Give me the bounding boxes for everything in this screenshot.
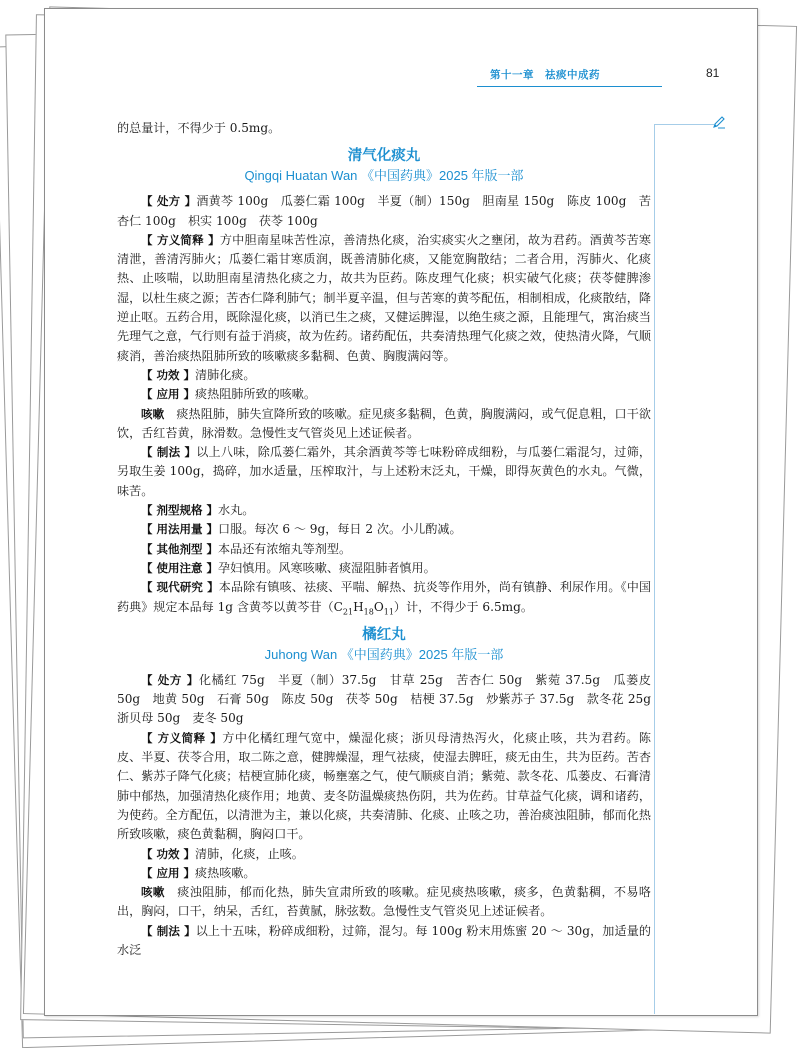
cough-text: 痰浊阻肺，郁而化热，肺失宣肃所致的咳嗽。症见痰热咳嗽，痰多，色黄黏稠，不易咯出，胸闷，口干，纳呆，舌红，苔黄腻，脉弦数。急慢性支气管炎见上述证候者。	[117, 885, 651, 919]
section-title: 橘红丸	[362, 626, 406, 643]
research-paragraph	[117, 578, 651, 617]
prep-label: 【 制法 】	[141, 923, 196, 938]
effect-text: 清肺，化痰，止咳。	[195, 846, 304, 861]
dosage-paragraph	[117, 520, 651, 539]
analysis-paragraph	[117, 231, 651, 366]
pen-icon	[712, 115, 726, 129]
cough-label: 咳嗽	[141, 406, 165, 421]
analysis-label: 【 方义简释 】	[141, 232, 220, 247]
cough-paragraph	[117, 883, 651, 922]
chapter-header: 第十一章 祛痰中成药	[490, 69, 600, 81]
section-title: 清气化痰丸	[347, 148, 421, 165]
use-paragraph	[117, 385, 651, 404]
other-paragraph	[117, 540, 651, 559]
section-subtitle: Juhong Wan 《中国药典》2025 年版一部	[264, 646, 504, 662]
dosage-text: 口服。每次 6 ～ 9g，每日 2 次。小儿酌减。	[218, 522, 462, 537]
other-label: 【 其他剂型 】	[141, 541, 219, 556]
other-text: 本品还有浓缩丸等剂型。	[218, 541, 352, 556]
prep-text: 以上八味，除瓜蒌仁霜外，其余酒黄芩等七味粉碎成细粉，与瓜蒌仁霜混匀，过筛，另取生姜 100g，捣碎，加水适量，压榨取汁，与上述粉末泛丸，干燥，即得灰黄色的水丸。气微，味苦。	[117, 445, 651, 498]
use-text: 痰热阻肺所致的咳嗽。	[195, 387, 316, 402]
analysis-label: 【 方义简释 】	[141, 730, 223, 745]
analysis-text: 方中胆南星味苦性凉，善清热化痰，治实痰实火之壅闭，故为君药。酒黄芩苦寒清泄，善清泻肺火；瓜蒌仁霜甘寒质润，既善清肺化痰，又能宽胸散结；二者合用，泻肺火、化痰热、止咳喘，以助胆南星清热化痰之力，故共为臣药。陈皮理气化痰；枳实破气化痰；茯苓健脾渗湿，以杜生痰之源；苦杏仁降利肺气；制半夏辛温，但与苦寒的黄芩配伍，相制相成，化痰散结，降逆止呕。五药合用，既除湿化痰，以消已生之痰，又健运脾湿，以绝生痰之源，且能理气，寓治痰当先理气之意，气行则有益于消痰，故为佐药。诸药配伍，共奏清热理气化痰之效，使热清火降，气顺痰消，善治痰热阻肺所致的咳嗽痰多黏稠、色黄、胸腹满闷等。	[117, 232, 651, 363]
caution-paragraph	[117, 559, 651, 578]
prep-paragraph	[117, 922, 651, 961]
prep-paragraph	[117, 443, 651, 501]
analysis-text: 方中化橘红理气宽中，燥湿化痰；浙贝母清热泻火，化痰止咳，共为君药。陈皮、半夏、茯苓合用，取二陈之意，健脾燥湿，理气祛痰，使湿去脾旺，痰无由生，共为臣药。苦杏仁、紫苏子降气化痰；桔梗宣肺化痰，畅壅塞之气，使气顺痰自消；紫菀、款冬花、瓜蒌皮、石膏清肺中郁热，加强清热化痰作用；地黄、麦冬防温燥痰热伤阴，共为佐药。甘草益气化痰，调和诸药，为使药。全方配伍，以清泄为主，兼以化痰，共奏清肺、化痰、止咳之功，善治痰浊阻肺，郁而化热所致咳嗽，痰色黄黏稠，胸闷口干。	[117, 730, 651, 842]
cough-paragraph	[117, 405, 651, 444]
research-label: 【 现代研究 】	[141, 580, 219, 595]
formula-subscript: 21	[342, 606, 354, 616]
research-text: 本品除有镇咳、祛痰、平喘、解热、抗炎等作用外，尚有镇静、利尿作用。《中国药典》规定本品每 1g 含黄芩以黄芩苷（C	[117, 580, 651, 614]
formula-text: 化橘红 75g 半夏（制）37.5g 甘草 25g 苦杏仁 50g 紫菀 37.5g 瓜蒌皮 50g 地黄 50g 石膏 50g 陈皮 50g 茯苓 50g 桔梗 37.5g 炒紫苏子 37.5g 款冬花 25g 浙贝母 50g 麦冬 50g	[117, 672, 664, 726]
formula-element: H	[353, 599, 364, 614]
margin-rule-top	[654, 124, 714, 125]
formula-text: 酒黄芩 100g 瓜蒌仁霜 100g 半夏（制）150g 胆南星 150g 陈皮 100g 苦杏仁 100g 枳实 100g 茯苓 100g	[117, 194, 651, 228]
effect-paragraph	[117, 366, 651, 385]
form-text: 水丸。	[218, 503, 255, 518]
research-text-end: ）计，不得少于 6.5mg。	[393, 599, 533, 614]
effect-text: 清肺化痰。	[195, 367, 256, 382]
formula-element: O	[373, 599, 384, 614]
page-body	[117, 119, 664, 960]
use-paragraph	[117, 864, 651, 883]
formula-paragraph	[117, 671, 664, 729]
form-label: 【 剂型规格 】	[141, 503, 219, 518]
formula-subscript: 18	[363, 606, 374, 616]
use-label: 【 应用 】	[141, 387, 196, 402]
effect-paragraph	[117, 845, 651, 864]
section-subtitle: Qingqi Huatan Wan 《中国药典》2025 年版一部	[244, 168, 524, 184]
margin-rule	[654, 124, 655, 1014]
formula-paragraph	[117, 192, 651, 231]
use-text: 痰热咳嗽。	[195, 865, 256, 880]
header-rule	[477, 86, 662, 87]
formula-subscript: 11	[383, 606, 394, 616]
caution-label: 【 使用注意 】	[141, 560, 219, 575]
dosage-label: 【 用法用量 】	[141, 522, 219, 537]
form-paragraph	[117, 501, 651, 520]
prep-label: 【 制法 】	[141, 445, 197, 460]
prep-text: 以上十五味，粉碎成细粉，过筛，混匀。每 100g 粉末用炼蜜 20 ～ 30g，加适量的水泛	[117, 923, 651, 957]
effect-label: 【 功效 】	[141, 846, 196, 861]
effect-label: 【 功效 】	[141, 367, 196, 382]
caution-text: 孕妇慎用。风寒咳嗽、痰湿阻肺者慎用。	[218, 560, 436, 575]
formula-label: 【 处方 】	[141, 194, 197, 209]
cough-label: 咳嗽	[141, 885, 165, 900]
formula-label: 【 处方 】	[141, 672, 199, 687]
cough-text: 痰热阻肺，肺失宣降所致的咳嗽。症见痰多黏稠，色黄，胸腹满闷，或气促息粗，口干欲饮，舌红苔黄，脉滑数。急慢性支气管炎见上述证候者。	[117, 406, 652, 440]
use-label: 【 应用 】	[141, 865, 196, 880]
analysis-paragraph	[117, 729, 651, 845]
page-number: 81	[706, 66, 720, 80]
intro-text: 的总量计，不得少于 0.5mg。	[117, 121, 281, 135]
